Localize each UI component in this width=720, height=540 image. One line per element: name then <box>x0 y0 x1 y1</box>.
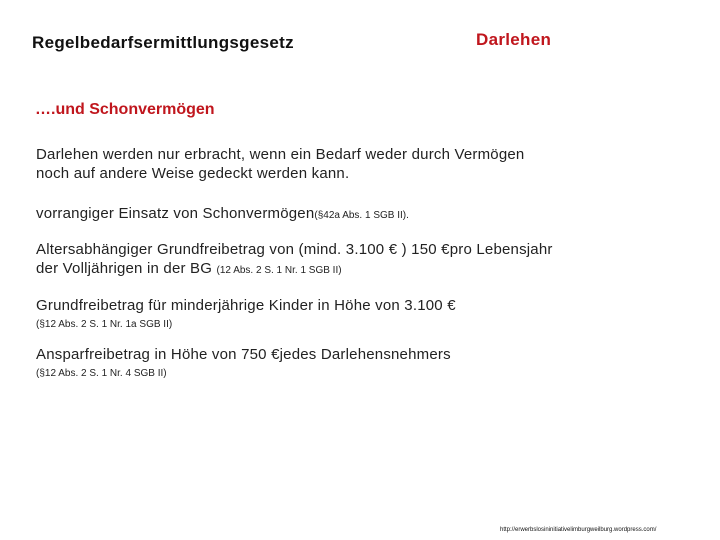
footer-url: http://erwerbslosininitiativelimburgweilburg.wordpress.com/ <box>500 527 657 533</box>
legal-reference: (12 Abs. 2 S. 1 Nr. 1 SGB II) <box>216 265 342 276</box>
paragraph-line: Altersabhängiger Grundfreibetrag von (mind. 3.100 € ) 150 €pro Lebensjahr <box>36 241 553 258</box>
paragraph-grundfreibetrag-kinder <box>36 296 456 334</box>
legal-reference: (§42a Abs. 1 SGB II). <box>314 210 409 221</box>
paragraph-text: Grundfreibetrag für minderjährige Kinder in Höhe von 3.100 € <box>36 297 456 314</box>
paragraph-grundfreibetrag-volljaehrige <box>36 240 553 280</box>
legal-reference: (§12 Abs. 2 S. 1 Nr. 4 SGB II) <box>36 368 167 379</box>
header-title: Regelbedarfsermittlungsgesetz <box>32 33 294 52</box>
paragraph-darlehen <box>36 145 524 183</box>
slide-subtitle: ….und Schonvermögen <box>35 101 215 118</box>
paragraph-ansparfreibetrag <box>36 345 451 383</box>
legal-reference: (§12 Abs. 2 S. 1 Nr. 1a SGB II) <box>36 319 173 330</box>
paragraph-text: vorrangiger Einsatz von Schonvermögen <box>36 205 315 222</box>
paragraph-line: der Volljährigen in der BG <box>36 260 217 277</box>
slide-title: Darlehen <box>476 30 552 49</box>
paragraph-line: Darlehen werden nur erbracht, wenn ein Bedarf weder durch Vermögen <box>36 146 525 163</box>
paragraph-text: Ansparfreibetrag in Höhe von 750 €jedes Darlehensnehmers <box>36 346 451 363</box>
paragraph-line: noch auf andere Weise gedeckt werden kann. <box>36 165 350 182</box>
paragraph-schonvermoegen <box>36 204 409 225</box>
